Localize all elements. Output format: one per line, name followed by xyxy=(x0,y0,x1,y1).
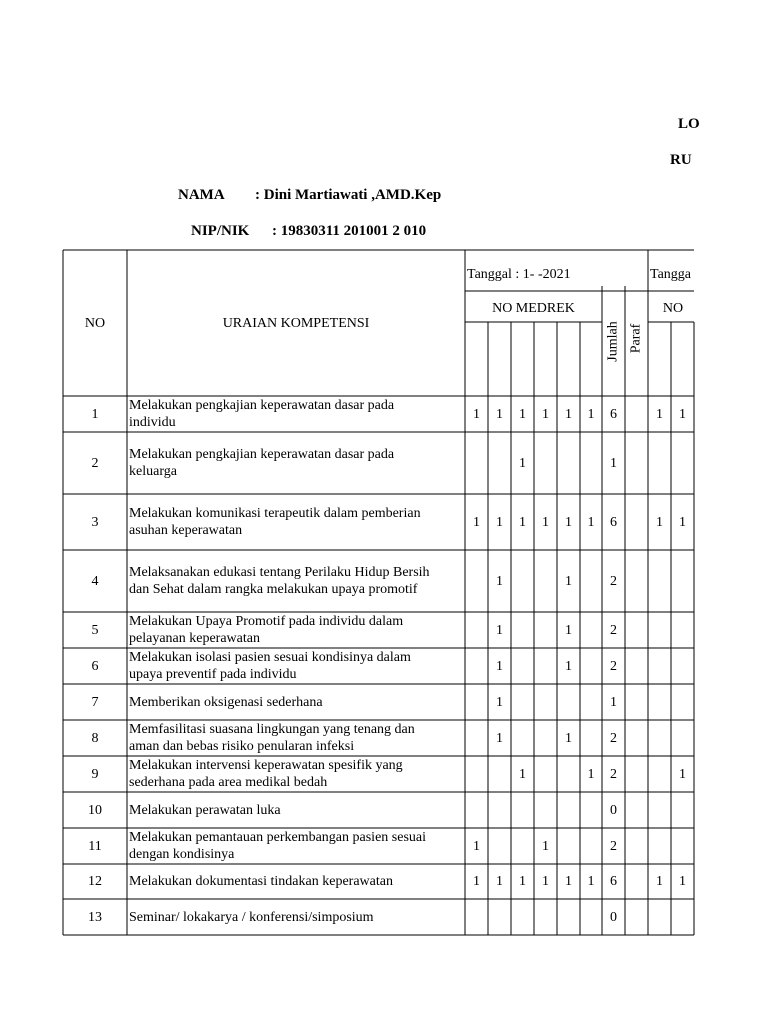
row-uraian-line: aman dan bebas risiko penularan infeksi xyxy=(129,739,355,754)
next-date-count xyxy=(671,612,694,648)
next-date-count xyxy=(648,612,671,648)
medrek-count: 1 xyxy=(496,406,503,422)
next-date-count xyxy=(671,684,694,720)
paraf-cell xyxy=(625,612,648,648)
medrek-count: 1 xyxy=(565,622,572,638)
medrek-count xyxy=(557,828,580,864)
medrek-count: 1 xyxy=(473,874,480,889)
row-uraian xyxy=(127,550,465,612)
jumlah-value: 6 xyxy=(610,406,617,422)
medrek-count xyxy=(534,899,557,935)
row-uraian xyxy=(127,720,465,756)
next-date-count xyxy=(671,899,694,935)
row-uraian xyxy=(127,828,465,864)
next-date-count: 1 xyxy=(679,766,686,782)
title-fragment-second: RU xyxy=(670,152,692,168)
next-date-count: 1 xyxy=(679,874,686,889)
medrek-count xyxy=(465,792,488,828)
paraf-cell xyxy=(625,432,648,494)
jumlah-header: Jumlah xyxy=(605,321,621,362)
row-number: 7 xyxy=(91,694,99,710)
row-uraian-text xyxy=(129,564,430,598)
jumlah-value: 1 xyxy=(610,694,617,710)
medrek-count: 1 xyxy=(496,874,503,889)
header-uraian-kompetensi: URAIAN KOMPETENSI xyxy=(222,315,370,331)
row-number: 9 xyxy=(91,766,99,782)
medrek-count xyxy=(465,648,488,684)
medrek-count xyxy=(534,612,557,648)
medrek-count: 1 xyxy=(496,730,503,746)
medrek-count: 1 xyxy=(473,406,480,422)
medrek-count: 1 xyxy=(519,766,526,782)
row-uraian-line: Melakukan dokumentasi tindakan keperawatan xyxy=(129,874,393,889)
medrek-count xyxy=(465,756,488,792)
row-uraian-line: asuhan keperawatan xyxy=(129,523,243,538)
medrek-count xyxy=(580,899,602,935)
row-uraian xyxy=(127,396,465,432)
nip-value: : 19830311 201001 2 010 xyxy=(272,223,427,239)
medrek-count xyxy=(580,684,602,720)
row-uraian xyxy=(127,612,465,648)
medrek-count xyxy=(511,828,534,864)
medrek-count xyxy=(580,432,602,494)
next-date-count xyxy=(671,792,694,828)
medrek-count: 1 xyxy=(519,874,526,889)
next-date-count xyxy=(648,720,671,756)
next-date-count xyxy=(671,550,694,612)
row-uraian xyxy=(127,494,465,550)
next-date-count: 1 xyxy=(679,406,686,422)
medrek-count xyxy=(488,899,511,935)
medrek-count: 1 xyxy=(473,514,480,530)
row-uraian-text xyxy=(129,397,394,431)
jumlah-value: 2 xyxy=(610,622,617,638)
row-uraian-line: Melakukan pemantauan perkembangan pasien sesuai xyxy=(129,830,427,845)
medrek-count: 1 xyxy=(565,658,572,674)
nip-label: NIP/NIK xyxy=(191,223,250,239)
header-no: NO xyxy=(84,315,106,331)
row-uraian-text xyxy=(129,909,374,926)
row-uraian-line: Melakukan isolasi pasien sesuai kondisinya dalam xyxy=(129,650,411,665)
medrek-count xyxy=(534,720,557,756)
jumlah-value: 0 xyxy=(610,802,617,818)
jumlah-value: 2 xyxy=(610,730,617,746)
next-date-count xyxy=(648,792,671,828)
row-uraian-line: Melakukan pengkajian keperawatan dasar pada xyxy=(129,447,395,462)
row-number: 2 xyxy=(91,455,99,471)
medrek-count: 1 xyxy=(587,514,595,530)
medrek-count xyxy=(557,899,580,935)
row-number: 4 xyxy=(91,573,99,589)
row-uraian xyxy=(127,648,465,684)
row-uraian-text xyxy=(129,873,393,890)
row-uraian xyxy=(127,684,465,720)
medrek-count xyxy=(465,684,488,720)
medrek-count xyxy=(557,684,580,720)
medrek-count xyxy=(488,756,511,792)
row-uraian-line: Melakukan komunikasi terapeutik dalam pemberian xyxy=(129,506,421,521)
medrek-count xyxy=(511,792,534,828)
medrek-count: 1 xyxy=(587,406,595,422)
medrek-count xyxy=(511,684,534,720)
next-date-count xyxy=(648,899,671,935)
next-date-count xyxy=(671,648,694,684)
paraf-cell xyxy=(625,648,648,684)
row-uraian-text xyxy=(129,613,403,647)
medrek-count xyxy=(580,550,602,612)
row-number: 10 xyxy=(88,802,102,818)
row-uraian-line: dengan kondisinya xyxy=(129,847,235,862)
name-value: : Dini Martiawati ,AMD.Kep xyxy=(255,187,442,203)
row-uraian-text xyxy=(129,757,403,791)
paraf-cell xyxy=(625,828,648,864)
medrek-count: 1 xyxy=(519,455,526,471)
medrek-count xyxy=(511,612,534,648)
medrek-header-1: NO MEDREK xyxy=(492,300,575,316)
next-date-count xyxy=(648,550,671,612)
medrek-count xyxy=(511,648,534,684)
medrek-count xyxy=(465,612,488,648)
row-uraian-text xyxy=(129,649,411,683)
medrek-count xyxy=(465,720,488,756)
row-uraian-text xyxy=(129,802,281,819)
medrek-count xyxy=(534,648,557,684)
jumlah-value: 6 xyxy=(610,874,617,889)
paraf-cell xyxy=(625,899,648,935)
medrek-count xyxy=(580,792,602,828)
row-uraian xyxy=(127,432,465,494)
name-label: NAMA xyxy=(178,187,225,203)
jumlah-value: 6 xyxy=(610,514,617,530)
paraf-cell xyxy=(625,720,648,756)
medrek-count xyxy=(511,899,534,935)
medrek-count xyxy=(511,550,534,612)
row-uraian-line: Memberikan oksigenasi sederhana xyxy=(129,694,323,710)
row-uraian-line: keluarga xyxy=(129,464,177,479)
jumlah-value: 0 xyxy=(610,909,617,925)
paraf-cell xyxy=(625,396,648,432)
row-uraian-line: upaya preventif pada individu xyxy=(129,667,297,682)
row-uraian-text xyxy=(129,446,394,480)
next-date-count xyxy=(671,432,694,494)
medrek-count xyxy=(465,899,488,935)
medrek-count: 1 xyxy=(496,658,503,674)
medrek-count: 1 xyxy=(542,838,549,854)
row-uraian-line: pelayanan keperawatan xyxy=(129,631,260,646)
row-number: 3 xyxy=(91,514,99,530)
row-uraian xyxy=(127,792,465,828)
next-date-count xyxy=(648,432,671,494)
row-uraian-line: Melakukan pengkajian keperawatan dasar pada xyxy=(129,398,395,413)
medrek-count: 1 xyxy=(496,622,503,638)
row-uraian xyxy=(127,899,465,935)
medrek-count xyxy=(465,432,488,494)
row-uraian-line: sederhana pada area medikal bedah xyxy=(129,775,328,790)
row-uraian-text xyxy=(129,505,421,539)
paraf-cell xyxy=(625,756,648,792)
medrek-count xyxy=(511,720,534,756)
date-block-1: Tanggal : 1- -2021 xyxy=(467,266,571,282)
next-date-count xyxy=(648,684,671,720)
medrek-count xyxy=(557,756,580,792)
medrek-count xyxy=(534,756,557,792)
medrek-count xyxy=(488,432,511,494)
paraf-cell xyxy=(625,494,648,550)
medrek-count: 1 xyxy=(542,406,549,422)
row-number: 12 xyxy=(88,874,102,889)
date-block-2: Tangga xyxy=(650,266,692,282)
row-number: 1 xyxy=(91,406,99,422)
medrek-count xyxy=(488,828,511,864)
medrek-count: 1 xyxy=(565,514,572,530)
medrek-count: 1 xyxy=(496,573,503,589)
next-date-count: 1 xyxy=(656,406,663,422)
jumlah-value: 2 xyxy=(610,766,617,782)
medrek-count: 1 xyxy=(565,573,572,589)
medrek-count xyxy=(557,432,580,494)
next-date-count: 1 xyxy=(656,514,663,530)
row-number: 5 xyxy=(91,622,99,638)
medrek-count xyxy=(534,684,557,720)
row-uraian xyxy=(127,864,465,899)
medrek-count: 1 xyxy=(587,874,595,889)
paraf-header: Paraf xyxy=(628,323,644,354)
jumlah-value: 2 xyxy=(610,658,617,674)
jumlah-value: 2 xyxy=(610,573,617,589)
row-number: 8 xyxy=(91,730,99,746)
row-uraian-line: individu xyxy=(129,415,176,430)
title-fragment-top: LO xyxy=(678,116,700,132)
jumlah-value: 1 xyxy=(610,455,617,471)
medrek-header-2: NO xyxy=(662,300,684,316)
row-uraian-line: Seminar/ lokakarya / konferensi/simposium xyxy=(129,909,374,925)
medrek-count: 1 xyxy=(565,406,572,422)
jumlah-value: 2 xyxy=(610,838,617,854)
row-uraian-line: Melakukan intervensi keperawatan spesifik yang xyxy=(129,758,403,773)
next-date-count xyxy=(671,720,694,756)
medrek-count xyxy=(534,792,557,828)
medrek-count: 1 xyxy=(565,874,572,889)
row-uraian-line: dan Sehat dalam rangka melakukan upaya promotif xyxy=(129,582,418,597)
row-uraian xyxy=(127,756,465,792)
paraf-cell xyxy=(625,792,648,828)
medrek-count: 1 xyxy=(496,514,503,530)
medrek-count xyxy=(488,792,511,828)
medrek-count: 1 xyxy=(473,838,480,854)
next-date-count xyxy=(648,828,671,864)
paraf-cell xyxy=(625,550,648,612)
paraf-cell xyxy=(625,864,648,899)
medrek-count xyxy=(580,828,602,864)
next-date-count xyxy=(648,756,671,792)
medrek-count: 1 xyxy=(542,874,549,889)
row-number: 13 xyxy=(88,909,102,925)
row-uraian-line: Memfasilitasi suasana lingkungan yang tenang dan xyxy=(129,722,415,737)
medrek-count: 1 xyxy=(496,694,503,710)
row-uraian-text xyxy=(129,829,426,863)
medrek-count: 1 xyxy=(519,406,526,422)
medrek-count: 1 xyxy=(587,766,595,782)
row-uraian-line: Melaksanakan edukasi tentang Perilaku Hidup Bersih xyxy=(129,565,430,580)
medrek-count xyxy=(580,720,602,756)
row-uraian-text xyxy=(129,721,415,755)
row-uraian-line: Melakukan perawatan luka xyxy=(129,802,281,818)
medrek-count xyxy=(534,550,557,612)
row-number: 6 xyxy=(91,658,99,674)
medrek-count: 1 xyxy=(542,514,549,530)
paraf-cell xyxy=(625,684,648,720)
medrek-count xyxy=(465,550,488,612)
row-uraian-text xyxy=(129,694,323,711)
medrek-count xyxy=(534,432,557,494)
row-number: 11 xyxy=(88,838,102,854)
medrek-count xyxy=(580,612,602,648)
medrek-count xyxy=(580,648,602,684)
medrek-count: 1 xyxy=(519,514,526,530)
next-date-count: 1 xyxy=(656,874,663,889)
row-uraian-line: Melakukan Upaya Promotif pada individu dalam xyxy=(129,614,404,629)
next-date-count: 1 xyxy=(679,514,686,530)
next-date-count xyxy=(671,828,694,864)
next-date-count xyxy=(648,648,671,684)
medrek-count: 1 xyxy=(565,730,572,746)
medrek-count xyxy=(557,792,580,828)
